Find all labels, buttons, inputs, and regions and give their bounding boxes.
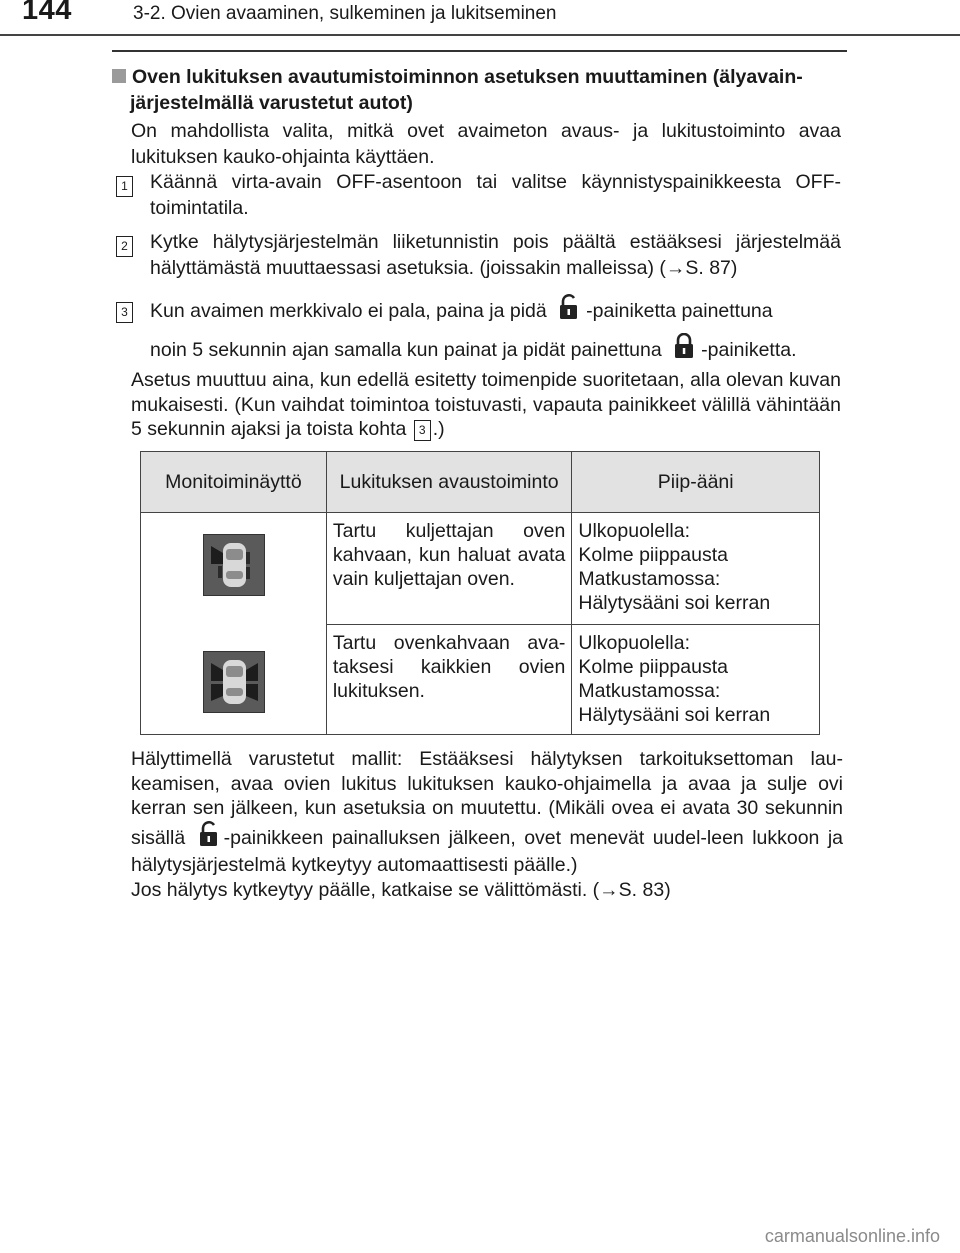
unlock-icon [198,821,220,854]
all-doors-unlock-icon [203,651,265,713]
page-number: 144 [22,0,72,26]
beep-cell [572,625,820,735]
note-text-b: -painikkeen painalluksen jälkeen, ovet menevät uudel-leen lukkoon ja hälytysjärjestelmä kytkeytyy automaattisesti päälle.) [131,826,843,877]
watermark: carmanualsonline.info [764,1226,940,1246]
unlock-icon [558,294,580,332]
step-1 [116,170,841,221]
function-cell: Tartu kuljettajan oven kahvaan, kun haluat avata vain kuljettajan oven. [326,513,572,625]
note-text-a: Hälyttimellä varustetut mallit: Estääksesi hälytyksen tarkoituksettoman lau-keamisen, avaa ovien lukitus lukituksen kauko-ohjaimella ja avaa ja sulje ovi kerran sen jälkeen, kun asetuksia on muutettu. (Mikäli ovea ei avata 30 sekunnin sisällä [131,748,843,849]
step-text [150,293,841,371]
section-heading [112,64,847,116]
column-header-beep: Piip-ääni [572,452,820,513]
step-text: Kytke hälytysjärjestelmän liiketunnistin pois päältä estääksesi järjestelmää hälyttämästä muuttaessasi asetuksia. (joissakin malleissa) (→S. 87) [150,231,841,279]
settings-table [140,451,820,735]
display-icons-cell [141,513,327,735]
beep-line: Kolme piippausta [578,544,728,566]
driver-door-unlock-icon [203,534,265,596]
section-divider [112,50,847,52]
header-divider [0,34,960,36]
beep-line: Matkustamossa: [578,568,721,590]
alarm-note [131,747,843,903]
step-number: 3 [116,302,133,323]
column-header-display: Monitoiminäyttö [141,452,327,513]
step-text-d: -painiketta. [701,339,797,361]
column-header-function: Lukituksen avaustoiminto [326,452,572,513]
beep-line: Ulkopuolella: [578,520,691,542]
step-2 [116,230,841,281]
intro-paragraph: On mahdollista valita, mitkä ovet avaimeton avaus- ja lukitustoiminto avaa lukituksen kauko-ohjainta käyttäen. [131,120,841,168]
step-text-b: -painiketta painettuna [586,300,773,322]
beep-line: Hälytysääni soi kerran [578,592,771,614]
step-text: Käännä virta-avain OFF-asentoon tai valitse käynnistyspainikkeesta OFF-toimintatila. [150,171,841,219]
heading-line2: järjestelmällä varustetut autot) [130,92,413,114]
step-number: 1 [116,176,133,197]
settings-explanation [131,368,841,442]
chapter-title: 3-2. Ovien avaaminen, sulkeminen ja lukitseminen [133,3,557,24]
beep-line: Matkustamossa: [578,680,721,702]
note-text-c: Jos hälytys kytkeytyy päälle, katkaise se välittömästi. (→S. 83) [131,878,671,901]
beep-line: Kolme piippausta [578,656,728,678]
heading-line1: Oven lukituksen avautumistoiminnon asetuksen muuttaminen (älyavain- [132,66,803,88]
table-row [141,513,820,625]
lock-icon [673,333,695,371]
step-ref-badge: 3 [414,420,431,441]
beep-cell [572,513,820,625]
explanation-end: .) [432,418,445,440]
page-header [0,0,960,30]
step-text-c: noin 5 sekunnin ajan samalla kun painat ja pidät painettuna [150,339,662,361]
step-text-a: Kun avaimen merkkivalo ei pala, paina ja pidä [150,300,547,322]
step-3 [116,293,841,371]
step-number: 2 [116,236,133,257]
function-cell: Tartu ovenkahvaan ava-taksesi kaikkien ovien lukituksen. [326,625,572,735]
beep-line: Ulkopuolella: [578,632,691,654]
explanation-text: Asetus muuttuu aina, kun edellä esitetty toimenpide suoritetaan, alla olevan kuvan mukaisesti. (Kun vaihdat toimintoa toistuvasti, vapauta painikkeet välillä vähintään 5 sekunnin ajaksi ja toista kohta [131,369,841,440]
heading-square-icon [112,69,126,83]
beep-line: Hälytysääni soi kerran [578,704,771,726]
